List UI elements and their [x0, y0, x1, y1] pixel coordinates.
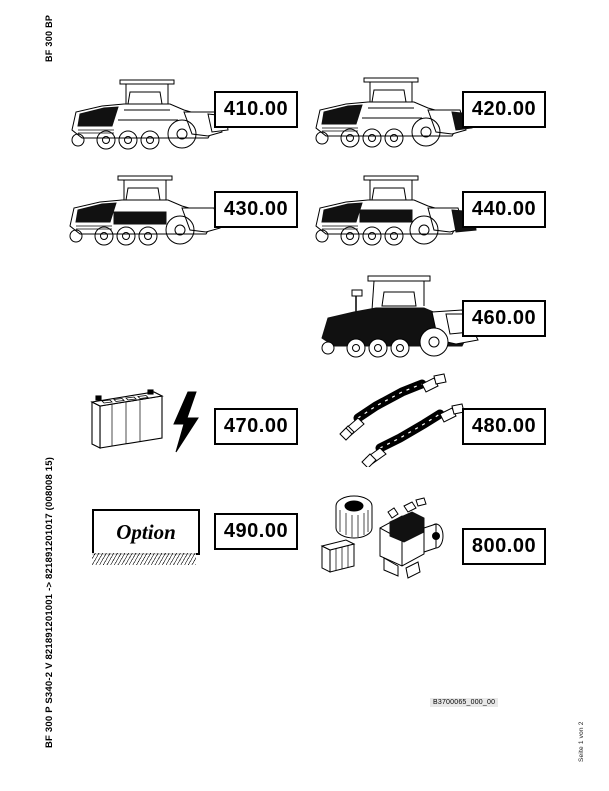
- part-code-label: B3700065_000_00: [430, 698, 498, 707]
- figure-480-illustration: [336, 372, 466, 467]
- figure-480-number[interactable]: 480.00: [462, 408, 546, 445]
- hydraulic-hoses-icon: [336, 372, 466, 467]
- figure-410-number[interactable]: 410.00: [214, 91, 298, 128]
- figure-460-number[interactable]: 460.00: [462, 300, 546, 337]
- page-footer-number: Seite 1 von 2: [578, 721, 585, 762]
- battery-electrical-icon: [88, 376, 218, 466]
- figure-410-illustration: [58, 54, 233, 154]
- figure-460-illustration: [306, 256, 486, 366]
- figure-420-number[interactable]: 420.00: [462, 91, 546, 128]
- figure-grid: [58, 46, 556, 576]
- figure-430-number[interactable]: 430.00: [214, 191, 298, 228]
- figure-490-number[interactable]: 490.00: [214, 513, 298, 550]
- page-header-title: BF 300 BP: [44, 14, 54, 62]
- figure-800-illustration: [320, 484, 460, 584]
- figure-470-number[interactable]: 470.00: [214, 408, 298, 445]
- paver-machine-460-icon: [306, 256, 486, 366]
- figure-440-illustration: [306, 154, 481, 254]
- document-spine-reference: BF 300 P S340-2 V 821891201001 -> 821891201017 (008008 15): [44, 456, 55, 748]
- figure-430-illustration: [58, 154, 233, 254]
- figure-800-number[interactable]: 800.00: [462, 528, 546, 565]
- figure-470-illustration: [88, 376, 218, 466]
- paver-machine-430-icon: [58, 154, 233, 254]
- option-label-box: Option: [92, 509, 200, 555]
- pump-filter-assembly-icon: [320, 484, 460, 584]
- paver-machine-410-icon: [58, 54, 233, 154]
- paver-machine-420-icon: [306, 54, 481, 154]
- paver-machine-440-icon: [306, 154, 481, 254]
- figure-420-illustration: [306, 54, 481, 154]
- option-hatch-pattern: [92, 553, 196, 565]
- figure-440-number[interactable]: 440.00: [462, 191, 546, 228]
